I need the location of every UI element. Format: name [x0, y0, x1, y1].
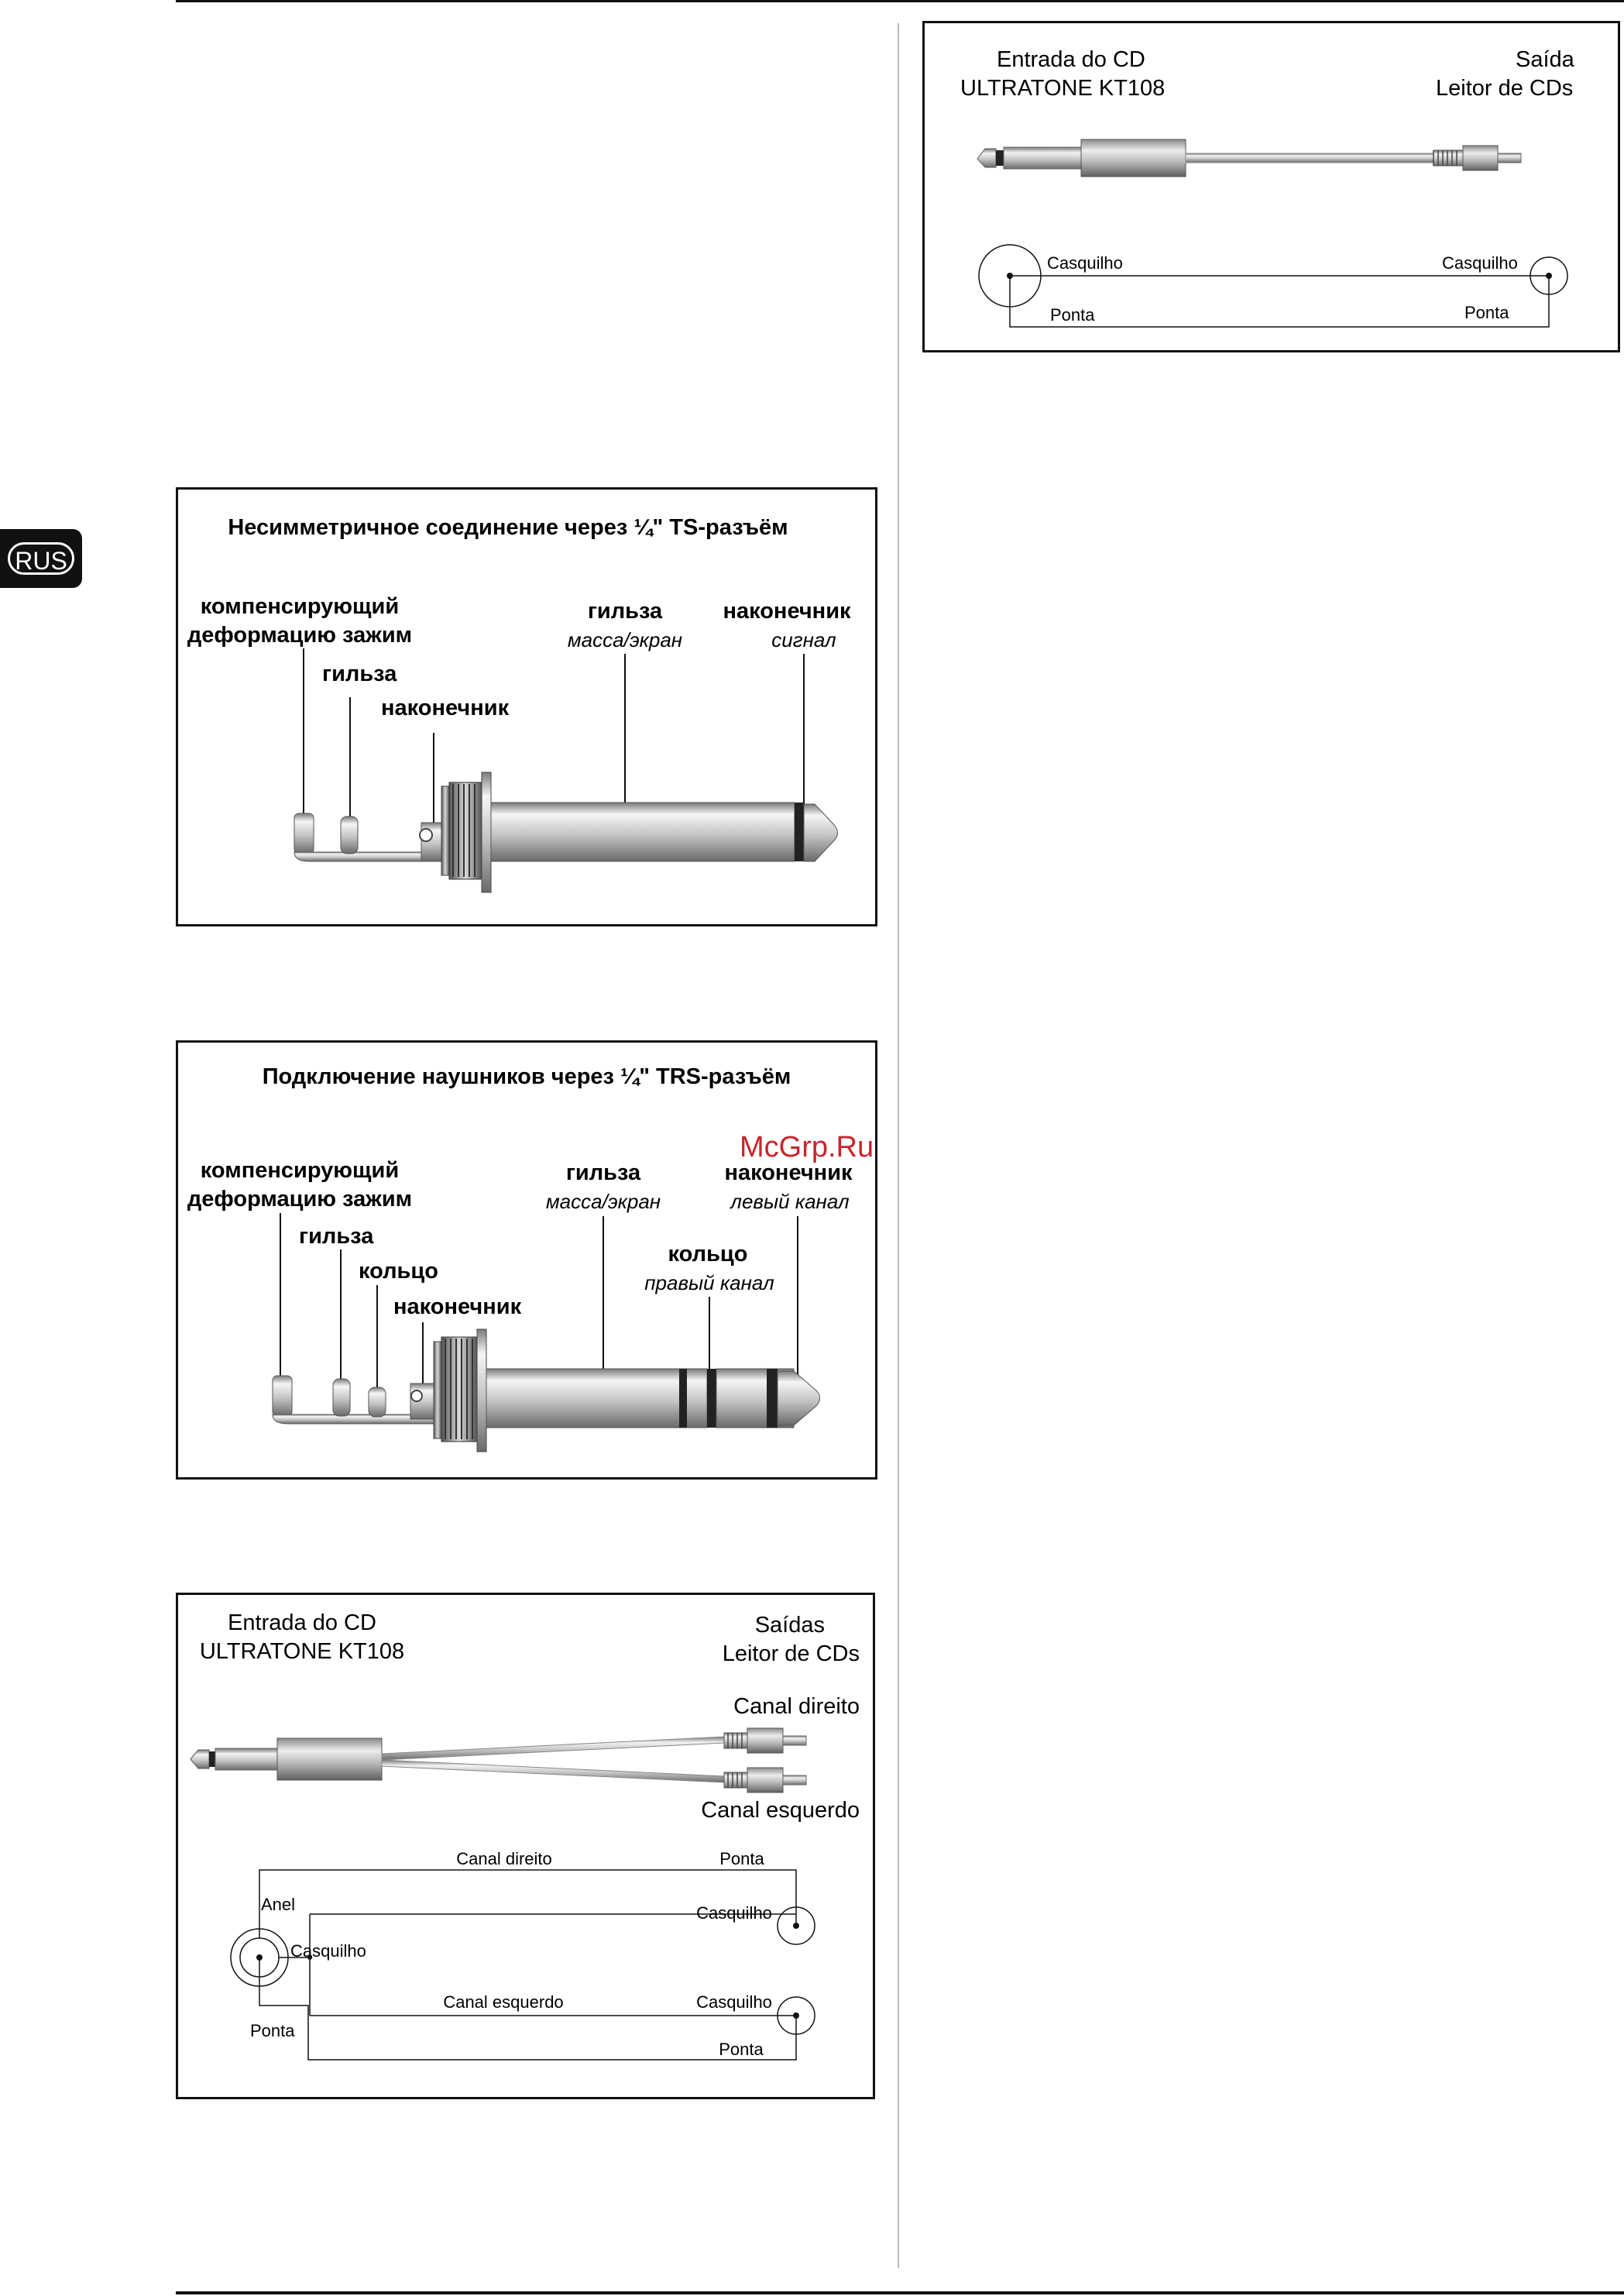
- ts-tip-sub-label: сигнал: [771, 628, 836, 651]
- ts-tip-small-label: наконечник: [381, 696, 510, 720]
- split-input-label-line1: Entrada do CD: [228, 1610, 376, 1635]
- trs-ring-sub-label: правый канал: [644, 1271, 774, 1294]
- ts-sleeve-label: гильза: [587, 599, 663, 624]
- bottom-rule: [176, 2291, 1624, 2294]
- trs-ring-label: кольцо: [668, 1242, 748, 1267]
- cd-split-diagram: [178, 1595, 873, 2097]
- watermark: McGrp.Ru: [740, 1131, 874, 1163]
- trs-tip-sub-label: левый канал: [730, 1190, 850, 1213]
- ts-plug-drawing: [294, 772, 838, 892]
- trs-connector-figure: [176, 1040, 877, 1480]
- tip-label-right: Ponta: [1464, 303, 1509, 322]
- cd-single-diagram: [925, 23, 1618, 350]
- cd-input-label-line1: Entrada do CD: [997, 47, 1145, 72]
- cd-input-label-line2: ULTRATONE KT108: [960, 76, 1166, 101]
- right-channel-label: Canal direito: [733, 1694, 860, 1719]
- split-jack-tip-point: [256, 1954, 263, 1961]
- left-wire-label: Canal esquerdo: [443, 1992, 564, 2012]
- center-sleeve-label: Casquilho: [290, 1941, 366, 1961]
- trs-strain-relief-label-1: компенсирующий: [200, 1158, 400, 1183]
- cd-split-wiring: [231, 1870, 815, 2060]
- jack-to-rca-cable: [977, 139, 1521, 177]
- trs-tip-label: наконечник: [724, 1160, 853, 1185]
- right-rca-tip-point: [1546, 273, 1552, 279]
- trs-sleeve-label: гильза: [565, 1160, 641, 1185]
- bottom-tip-label: Ponta: [719, 2040, 764, 2059]
- trs-title: Подключение наушников через ¼" TRS-разъём: [262, 1064, 791, 1089]
- cd-split-figure: [176, 1593, 875, 2099]
- left-channel-label: Canal esquerdo: [701, 1798, 860, 1823]
- trs-tip-small-label: наконечник: [393, 1294, 522, 1319]
- split-output-label-line2: Leitor de CDs: [722, 1641, 860, 1666]
- left-rca-center-point: [793, 2012, 799, 2019]
- cd-output-label-line1: Saída: [1516, 47, 1574, 72]
- ts-strain-relief-label-2: деформацию зажим: [187, 623, 413, 648]
- language-label: RUS: [8, 542, 74, 575]
- left-sleeve-label: Casquilho: [696, 1992, 772, 2012]
- trs-sleeve-small-label: гильза: [299, 1224, 374, 1249]
- cd-single-figure: [922, 21, 1620, 352]
- cd-output-label-line2: Leitor de CDs: [1436, 76, 1574, 101]
- tip-label-left: Ponta: [1050, 305, 1095, 325]
- right-sleeve-label: Casquilho: [696, 1903, 772, 1923]
- ts-title: Несимметричное соединение через ¼" TS-разъём: [228, 515, 788, 540]
- ts-sleeve-sub-label: масса/экран: [567, 628, 683, 651]
- ts-sleeve-small-label: гильза: [322, 662, 397, 686]
- ts-strain-relief-label-1: компенсирующий: [200, 594, 400, 619]
- trs-sleeve-sub-label: масса/экран: [545, 1190, 661, 1213]
- left-jack-tip-point: [1007, 273, 1013, 279]
- y-split-cable: [191, 1728, 806, 1792]
- ring-label: Anel: [261, 1895, 296, 1914]
- sleeve-label-right: Casquilho: [1442, 253, 1518, 273]
- ts-tip-label: наконечник: [723, 599, 851, 624]
- trs-ring-small-label: кольцо: [359, 1259, 438, 1284]
- sleeve-label-left: Casquilho: [1047, 253, 1123, 273]
- top-rule: [176, 0, 1624, 2]
- ts-connector-figure: [176, 487, 877, 926]
- split-output-label-line1: Saídas: [754, 1613, 825, 1638]
- column-divider: [898, 23, 899, 2268]
- right-wire-label: Canal direito: [456, 1849, 552, 1868]
- right-tip-label: Ponta: [719, 1849, 764, 1868]
- ts-connector-diagram: [178, 490, 875, 924]
- trs-strain-relief-label-2: деформацию зажим: [187, 1187, 413, 1212]
- right-rca-center-point: [793, 1923, 799, 1929]
- split-input-label-line2: ULTRATONE KT108: [199, 1639, 405, 1664]
- trs-connector-diagram: [178, 1043, 875, 1477]
- trs-plug-drawing: [273, 1329, 820, 1452]
- left-tip-label: Ponta: [250, 2021, 295, 2040]
